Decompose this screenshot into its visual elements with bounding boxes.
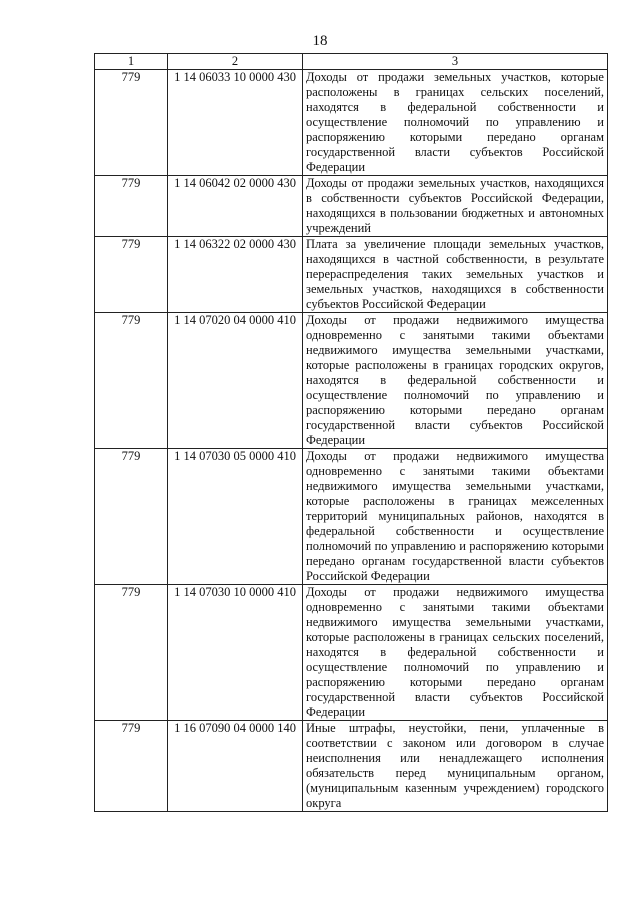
admin-code-cell: 779 <box>95 721 168 812</box>
description-cell: Плата за увеличение площади земельных участков, находящихся в частной собственности, в результате перераспределения таких земельных участков и земельных участков, находящихся в собственности субъектов Российской Федерации <box>303 237 608 313</box>
description-cell: Доходы от продажи земельных участков, находящихся в собственности субъектов Российской Федерации, находящихся в пользовании бюджетных и автономных учреждений <box>303 176 608 237</box>
page-number: 18 <box>312 33 328 49</box>
table-row <box>95 70 608 176</box>
admin-code-cell: 779 <box>95 585 168 721</box>
table-row <box>95 585 608 721</box>
budget-code-cell: 1 14 06042 02 0000 430 <box>168 176 303 237</box>
budget-code-cell: 1 16 07090 04 0000 140 <box>168 721 303 812</box>
table-row <box>95 237 608 313</box>
column-header-1: 1 <box>95 54 168 70</box>
admin-code-cell: 779 <box>95 313 168 449</box>
admin-code-cell: 779 <box>95 176 168 237</box>
admin-code-cell: 779 <box>95 237 168 313</box>
budget-code-cell: 1 14 06322 02 0000 430 <box>168 237 303 313</box>
admin-code-cell: 779 <box>95 449 168 585</box>
budget-code-cell: 1 14 06033 10 0000 430 <box>168 70 303 176</box>
table-row <box>95 721 608 812</box>
description-cell: Доходы от продажи недвижимого имущества одновременно с занятыми такими объектами недвижимого имущества земельными участками, которые расположены в границах сельских поселений, находятся в федеральной собственности и осуществление полномочий по управлению и распоряжению которыми передано органам государственной власти субъектов Российской Федерации <box>303 585 608 721</box>
description-cell: Иные штрафы, неустойки, пени, уплаченные в соответствии с законом или договором в случае неисполнения или ненадлежащего исполнения обязательств перед муниципальным органом, (муниципальным казенным учреждением) городского округа <box>303 721 608 812</box>
table-row <box>95 449 608 585</box>
description-cell: Доходы от продажи земельных участков, которые расположены в границах сельских поселений, находятся в федеральной собственности и осуществление полномочий по управлению и распоряжению которыми передано органам государственной власти субъектов Российской Федерации <box>303 70 608 176</box>
table-row <box>95 176 608 237</box>
table-row <box>95 313 608 449</box>
description-cell: Доходы от продажи недвижимого имущества одновременно с занятыми такими объектами недвижимого имущества земельными участками, которые расположены в границах межселенных территорий муниципальных районов, находятся в федеральной собственности и осуществление полномочий по управлению и распоряжению которыми передано органам государственной власти субъектов Российской Федерации <box>303 449 608 585</box>
budget-code-cell: 1 14 07030 10 0000 410 <box>168 585 303 721</box>
column-header-3: 3 <box>303 54 608 70</box>
budget-code-cell: 1 14 07030 05 0000 410 <box>168 449 303 585</box>
column-header-2: 2 <box>168 54 303 70</box>
revenue-codes-table <box>94 53 608 812</box>
admin-code-cell: 779 <box>95 70 168 176</box>
table-header-row <box>95 54 608 70</box>
description-cell: Доходы от продажи недвижимого имущества одновременно с занятыми такими объектами недвижимого имущества земельными участками, которые расположены в границах городских округов, находятся в федеральной собственности и осуществление полномочий по управлению и распоряжению которыми передано органам государственной власти субъектов Российской Федерации <box>303 313 608 449</box>
budget-code-cell: 1 14 07020 04 0000 410 <box>168 313 303 449</box>
